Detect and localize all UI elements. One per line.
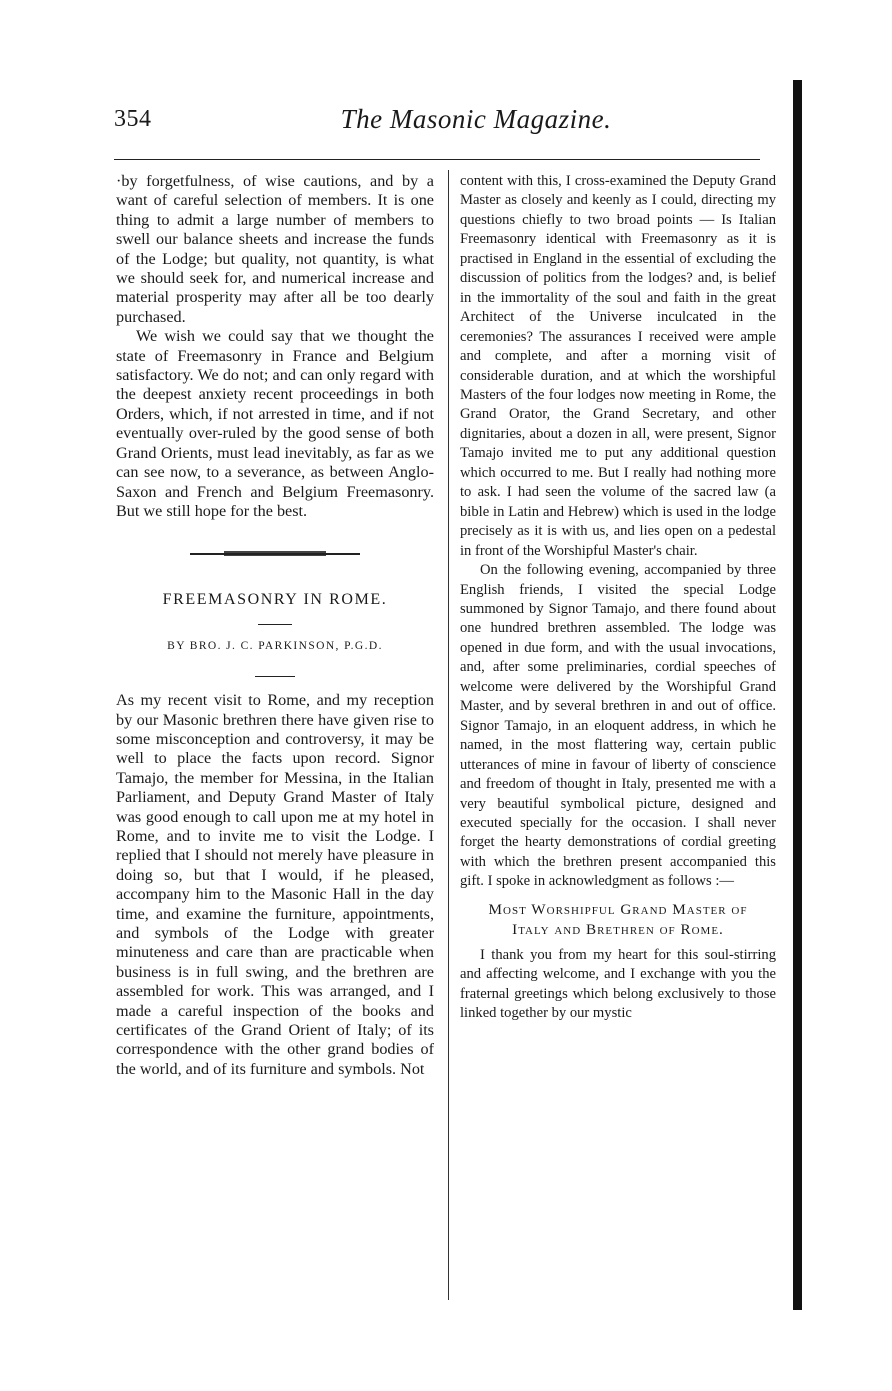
paragraph: We wish we could say that we thought the state of Freemasonry in France and Belgium satisfactory. We do not; and can only regard with the deepest anxiety recent proceedings in both Orders, which, if not arrested in time, and if not eventually over-ruled by the good sense of both Grand Orients, must lead inevitably, as far as we can see now, to a severance, as between Anglo-Saxon and French and Belgium Freemasonry. But we still hope for the best. <box>116 327 434 520</box>
ornament-divider <box>190 551 360 556</box>
short-rule <box>258 624 292 625</box>
page-number: 354 <box>114 106 152 132</box>
paragraph: On the following evening, accompanied by three English friends, I visited the special Lodge summoned by Signor Tamajo, and there found about one hundred brethren assembled. The lodge was opened in due form, and with the usual invocations, and, after some preliminaries, cordial speeches of welcome were delivered by the Worshipful Grand Master, and by several brethren in and out of office. Signor Tamajo, in an eloquent address, in which he named, in the most flattering way, certain public utterances of mine in favour of liberty of conscience and freedom of thought in Italy, presented me with a very beautiful symbolical picture, designed and executed specially for the occasion. I shall never forget the hearty demonstrations of cordial greeting with which the brethren present accompanied this gift. I spoke in acknowledgment as follows :— <box>460 562 776 890</box>
address-heading-line: Most Worshipful Grand Master of <box>488 900 748 918</box>
article-title: FREEMASONRY IN ROME. <box>162 591 388 609</box>
paragraph: content with this, I cross-examined the Deputy Grand Master as closely and keenly as I could, directing my questions chiefly to two broad points — Is Italian Freemasonry identical with Freemasonry as it is practised in England in the essential of excluding the discussion of politics from the lodges? and, is belief in the immortality of the soul and faith in the great Architect of the Universe inculcated in the ceremonies? The assurances I received were ample and complete, and after a morning visit of considerable duration, and at which the worshipful Masters of the four lodges now meeting in Rome, the Grand Orator, the Grand Secretary, and other dignitaries, about a dozen in all, were present, Signor Tamajo invited me to put any additional question which occurred to me. But I really had nothing more to ask. I had seen the volume of the sacred law (a bible in Latin and Hebrew) which is used in the lodge precisely as it is with us, and lies open on a pedestal in front of the Worshipful Master's chair. <box>460 173 776 559</box>
address-heading-line: Italy and Brethren of Rome. <box>512 920 724 938</box>
paragraph: As my recent visit to Rome, and my reception by our Masonic brethren there have given rise to some misconception and controversy, it may be well to place the facts upon record. Signor Tamajo, the member for Messina, in the Italian Parliament, and Deputy Grand Master of Italy was good enough to call upon me at my hotel in Rome, and to invite me to visit the Lodge. I replied that I should not merely have pleasure in doing so, but that I would, if he pleased, accompany him to the Masonic Hall in the day time, and examine the furniture, appointments, and symbols of the Lodge with greater minuteness and care than are practicable when business is in full swing, and the brethren are assembled for work. This was arranged, and I made a careful inspection of the books and certificates of the Grand Orient of Italy; of its correspondence with the other grand bodies of the world, and of its furniture and symbols. Not <box>116 691 434 1078</box>
short-rule <box>255 676 295 677</box>
paragraph: ·by forgetfulness, of wise cautions, and by a want of careful selection of members. It is one thing to admit a large number of members to swell our balance sheets and increase the funds of the Lodge; but quality, not quantity, is what we should seek for, and numerical increase and material prosperity may after all be too dearly purchased. <box>116 172 434 326</box>
running-title: The Masonic Magazine. <box>340 104 612 134</box>
paragraph: I thank you from my heart for this soul-stirring and affecting welcome, and I exchange with you the fraternal greetings which belong exclusively to those linked together by our mystic <box>460 946 776 1022</box>
byline: BY BRO. J. C. PARKINSON, P.G.D. <box>167 639 383 652</box>
page-edge-bar <box>793 80 802 1310</box>
column-divider <box>448 170 449 1300</box>
left-column <box>116 172 434 1079</box>
header-rule <box>114 159 760 160</box>
address-heading <box>460 900 776 940</box>
right-column <box>460 172 776 1024</box>
